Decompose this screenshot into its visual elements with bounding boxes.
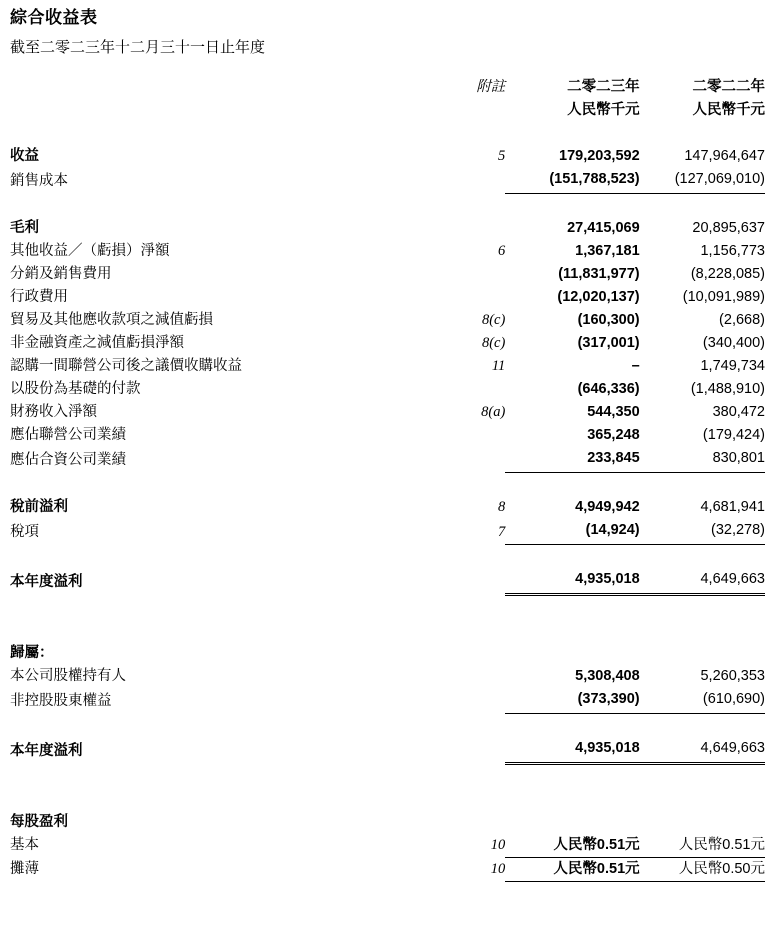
table-row <box>10 688 765 714</box>
row-value-current: 4,935,018 <box>505 737 639 764</box>
row-note: 8(c) <box>481 334 506 351</box>
row-value-prior: (10,091,989) <box>682 288 765 305</box>
row-value-prior: 4,649,663 <box>640 568 765 595</box>
row-value-prior: (8,228,085) <box>690 265 765 282</box>
row-value-current: (160,300) <box>577 311 640 328</box>
header-year-prior: 二零二二年 <box>692 78 765 95</box>
table-row <box>10 355 765 378</box>
row-value-current: 5,308,408 <box>575 667 640 684</box>
row-value-prior: (32,278) <box>640 519 765 545</box>
row-note: 10 <box>490 837 506 854</box>
row-label: 攤薄 <box>10 861 39 878</box>
row-label: 本年度溢利 <box>10 743 83 760</box>
row-value-current: (14,924) <box>505 519 639 545</box>
row-label: 基本 <box>10 837 39 854</box>
header-unit-current: 人民幣千元 <box>567 101 640 118</box>
row-value-prior: 147,964,647 <box>684 147 765 164</box>
row-label: 銷售成本 <box>10 173 68 190</box>
row-note: 8(c) <box>481 311 506 328</box>
row-value-current: – <box>631 357 640 374</box>
table-row <box>10 642 765 665</box>
spacer <box>10 472 765 496</box>
table-row <box>10 857 765 881</box>
table-row <box>10 665 765 688</box>
header-year-current: 二零二三年 <box>567 78 640 95</box>
row-note <box>441 737 505 764</box>
header-blank <box>10 76 441 99</box>
income-statement-table <box>10 76 765 882</box>
row-note <box>441 286 505 309</box>
row-note: 6 <box>498 242 506 259</box>
spacer <box>10 193 765 217</box>
row-note: 5 <box>498 147 506 164</box>
spacer <box>10 788 765 811</box>
row-value-prior: (179,424) <box>702 426 765 443</box>
row-note <box>441 447 505 473</box>
row-value-current: 233,845 <box>505 447 639 473</box>
row-value-prior: 人民幣0.50元 <box>640 857 765 881</box>
row-value-current: 27,415,069 <box>567 219 640 236</box>
row-note <box>441 378 505 401</box>
row-note: 11 <box>491 357 506 374</box>
row-label: 稅前溢利 <box>10 498 68 515</box>
row-note <box>441 217 505 240</box>
row-value-prior: (340,400) <box>702 334 765 351</box>
row-value-current: 544,350 <box>587 403 640 420</box>
table-row <box>10 309 765 332</box>
row-value-prior: 人民幣0.51元 <box>640 834 765 858</box>
row-label: 每股盈利 <box>10 813 68 830</box>
table-row <box>10 401 765 424</box>
row-value-current: 179,203,592 <box>559 147 640 164</box>
row-note: 8(a) <box>481 403 506 420</box>
spacer <box>10 122 765 145</box>
row-value-prior: 4,681,941 <box>700 498 765 515</box>
row-value-current <box>505 642 639 665</box>
header-note-label: 附註 <box>476 78 506 95</box>
row-value-prior: 380,472 <box>712 403 765 420</box>
row-note <box>441 642 505 665</box>
row-label: 本年度溢利 <box>10 574 83 591</box>
row-value-current: 人民幣0.51元 <box>505 834 639 858</box>
table-row <box>10 737 765 764</box>
row-note: 8 <box>498 498 506 515</box>
row-value-current: (317,001) <box>577 334 640 351</box>
row-value-prior: 830,801 <box>640 447 765 473</box>
row-label: 行政費用 <box>10 288 68 305</box>
header-blank-2 <box>10 99 441 122</box>
table-row <box>10 834 765 858</box>
row-value-prior: (610,690) <box>640 688 765 714</box>
row-value-prior: (2,668) <box>719 311 765 328</box>
row-value-current: 人民幣0.51元 <box>505 857 639 881</box>
row-value-current: (11,831,977) <box>558 265 640 282</box>
table-row <box>10 568 765 595</box>
table-row <box>10 519 765 545</box>
table-row <box>10 217 765 240</box>
row-label: 非控股股東權益 <box>10 693 112 710</box>
row-label: 分銷及銷售費用 <box>10 265 112 282</box>
row-value-prior: 1,156,773 <box>700 242 765 259</box>
row-value-current: 4,935,018 <box>505 568 639 595</box>
row-label: 財務收入淨額 <box>10 403 97 420</box>
table-row <box>10 263 765 286</box>
row-label: 本公司股權持有人 <box>10 667 126 684</box>
row-value-prior <box>640 811 765 834</box>
spacer <box>10 713 765 737</box>
row-label: 毛利 <box>10 219 39 236</box>
row-value-current: (12,020,137) <box>557 288 640 305</box>
table-row <box>10 811 765 834</box>
row-note <box>441 168 505 194</box>
row-label: 應佔合資公司業績 <box>10 452 126 469</box>
row-value-prior: (127,069,010) <box>640 168 765 194</box>
row-note <box>441 688 505 714</box>
row-value-prior: 1,749,734 <box>700 357 765 374</box>
row-label: 收益 <box>10 147 39 164</box>
row-value-current: 365,248 <box>587 426 640 443</box>
table-row <box>10 332 765 355</box>
row-value-current: 1,367,181 <box>575 242 640 259</box>
row-label: 稅項 <box>10 524 39 541</box>
table-row <box>10 168 765 194</box>
row-note <box>441 568 505 595</box>
row-value-current: (646,336) <box>577 380 640 397</box>
table-row <box>10 378 765 401</box>
row-note <box>441 263 505 286</box>
row-value-current: (373,390) <box>505 688 639 714</box>
row-value-prior: (1,488,910) <box>690 380 765 397</box>
table-header-row-units <box>10 99 765 122</box>
page-title: 綜合收益表 <box>10 8 98 27</box>
row-value-prior: 20,895,637 <box>692 219 765 236</box>
row-value-prior: 4,649,663 <box>640 737 765 764</box>
table-row <box>10 424 765 447</box>
row-value-prior: 5,260,353 <box>700 667 765 684</box>
header-unit-prior: 人民幣千元 <box>692 101 765 118</box>
table-row <box>10 286 765 309</box>
row-value-current: 4,949,942 <box>575 498 640 515</box>
row-label: 其他收益／（虧損）淨額 <box>10 242 170 259</box>
row-value-prior <box>640 642 765 665</box>
row-label: 認購一間聯營公司後之議價收購收益 <box>10 357 242 374</box>
page-subtitle: 截至二零二三年十二月三十一日止年度 <box>10 39 266 57</box>
row-note: 7 <box>498 524 506 541</box>
table-row <box>10 145 765 168</box>
row-label: 非金融資產之減值虧損淨額 <box>10 334 184 351</box>
header-note-blank <box>441 99 505 122</box>
table-row <box>10 447 765 473</box>
row-note <box>441 811 505 834</box>
row-note <box>441 665 505 688</box>
table-row <box>10 496 765 519</box>
row-label: 應佔聯營公司業績 <box>10 426 126 443</box>
table-header-row-years <box>10 76 765 99</box>
row-note <box>441 424 505 447</box>
spacer <box>10 619 765 642</box>
spacer <box>10 544 765 568</box>
row-value-current <box>505 811 639 834</box>
row-label: 以股份為基礎的付款 <box>10 380 141 397</box>
row-label: 貿易及其他應收款項之減值虧損 <box>10 311 213 328</box>
spacer <box>10 763 765 788</box>
row-note: 10 <box>490 861 506 878</box>
row-label: 歸屬： <box>10 644 54 661</box>
row-value-current: (151,788,523) <box>505 168 639 194</box>
spacer <box>10 594 765 619</box>
table-row <box>10 240 765 263</box>
